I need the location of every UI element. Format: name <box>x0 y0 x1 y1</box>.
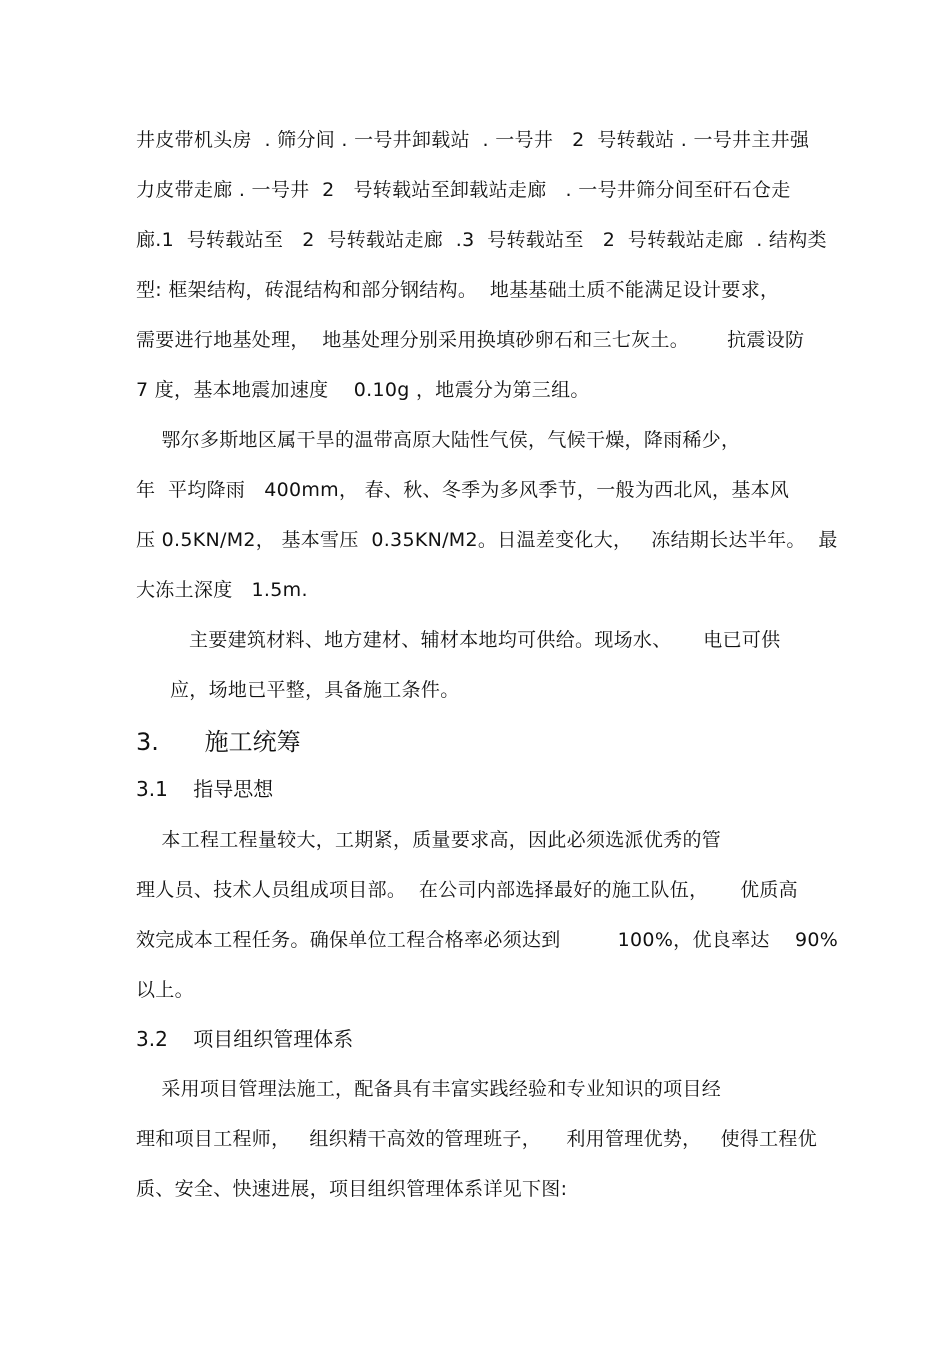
text-line: 需要进行地基处理， 地基处理分别采用换填砂卵石和三七灰土。 抗震设防 <box>136 329 805 351</box>
text-line: 质、安全、快速进展，项目组织管理体系详见下图: <box>136 1178 568 1200</box>
text-line: 力皮带走廊 . 一号井 2 号转载站至卸载站走廊 . 一号井筛分间至矸石仓走 <box>136 179 791 201</box>
section-heading: 3. 施工统筹 <box>136 728 301 756</box>
subsection-heading: 3.1 指导思想 <box>136 777 274 801</box>
text-line: 型: 框架结构，砖混结构和部分钢结构。 地基基础土质不能满足设计要求， <box>136 279 780 301</box>
text-line: 井皮带机头房 . 筛分间 . 一号井卸载站 . 一号井 2 号转载站 . 一号井主井强 <box>136 129 810 151</box>
subsection-heading: 3.2 项目组织管理体系 <box>136 1027 354 1051</box>
text-line: 7 度，基本地震加速度 0.10g ，地震分为第三组。 <box>136 379 590 401</box>
text-line: 廊.1 号转载站至 2 号转载站走廊 .3 号转载站至 2 号转载站走廊 . 结构类 <box>136 229 827 251</box>
text-line: 理人员、技术人员组成项目部。 在公司内部选择最好的施工队伍， 优质高 <box>136 879 798 901</box>
text-line: 压 0.5KN/M2， 基本雪压 0.35KN/M2。日温差变化大， 冻结期长达半年。 最 <box>136 529 838 551</box>
text-line: 主要建筑材料、地方建材、辅材本地均可供给。现场水、 电已可供 <box>170 629 781 651</box>
text-line: 大冻土深度 1.5m. <box>136 579 308 601</box>
text-line: 以上。 <box>136 979 194 1001</box>
text-line: 本工程工程量较大，工期紧，质量要求高，因此必须选派优秀的管 <box>136 829 722 851</box>
text-line: 应，场地已平整，具备施工条件。 <box>170 679 460 701</box>
text-line: 采用项目管理法施工，配备具有丰富实践经验和专业知识的项目经 <box>136 1078 722 1100</box>
text-line: 理和项目工程师， 组织精干高效的管理班子， 利用管理优势， 使得工程优 <box>136 1128 817 1150</box>
text-line: 年 平均降雨 400mm， 春、秋、冬季为多风季节，一般为西北风，基本风 <box>136 479 790 501</box>
text-line: 鄂尔多斯地区属干旱的温带高原大陆性气侯，气候干燥，降雨稀少， <box>136 429 741 451</box>
text-line: 效完成本工程任务。确保单位工程合格率必须达到 100%，优良率达 90% <box>136 929 839 951</box>
